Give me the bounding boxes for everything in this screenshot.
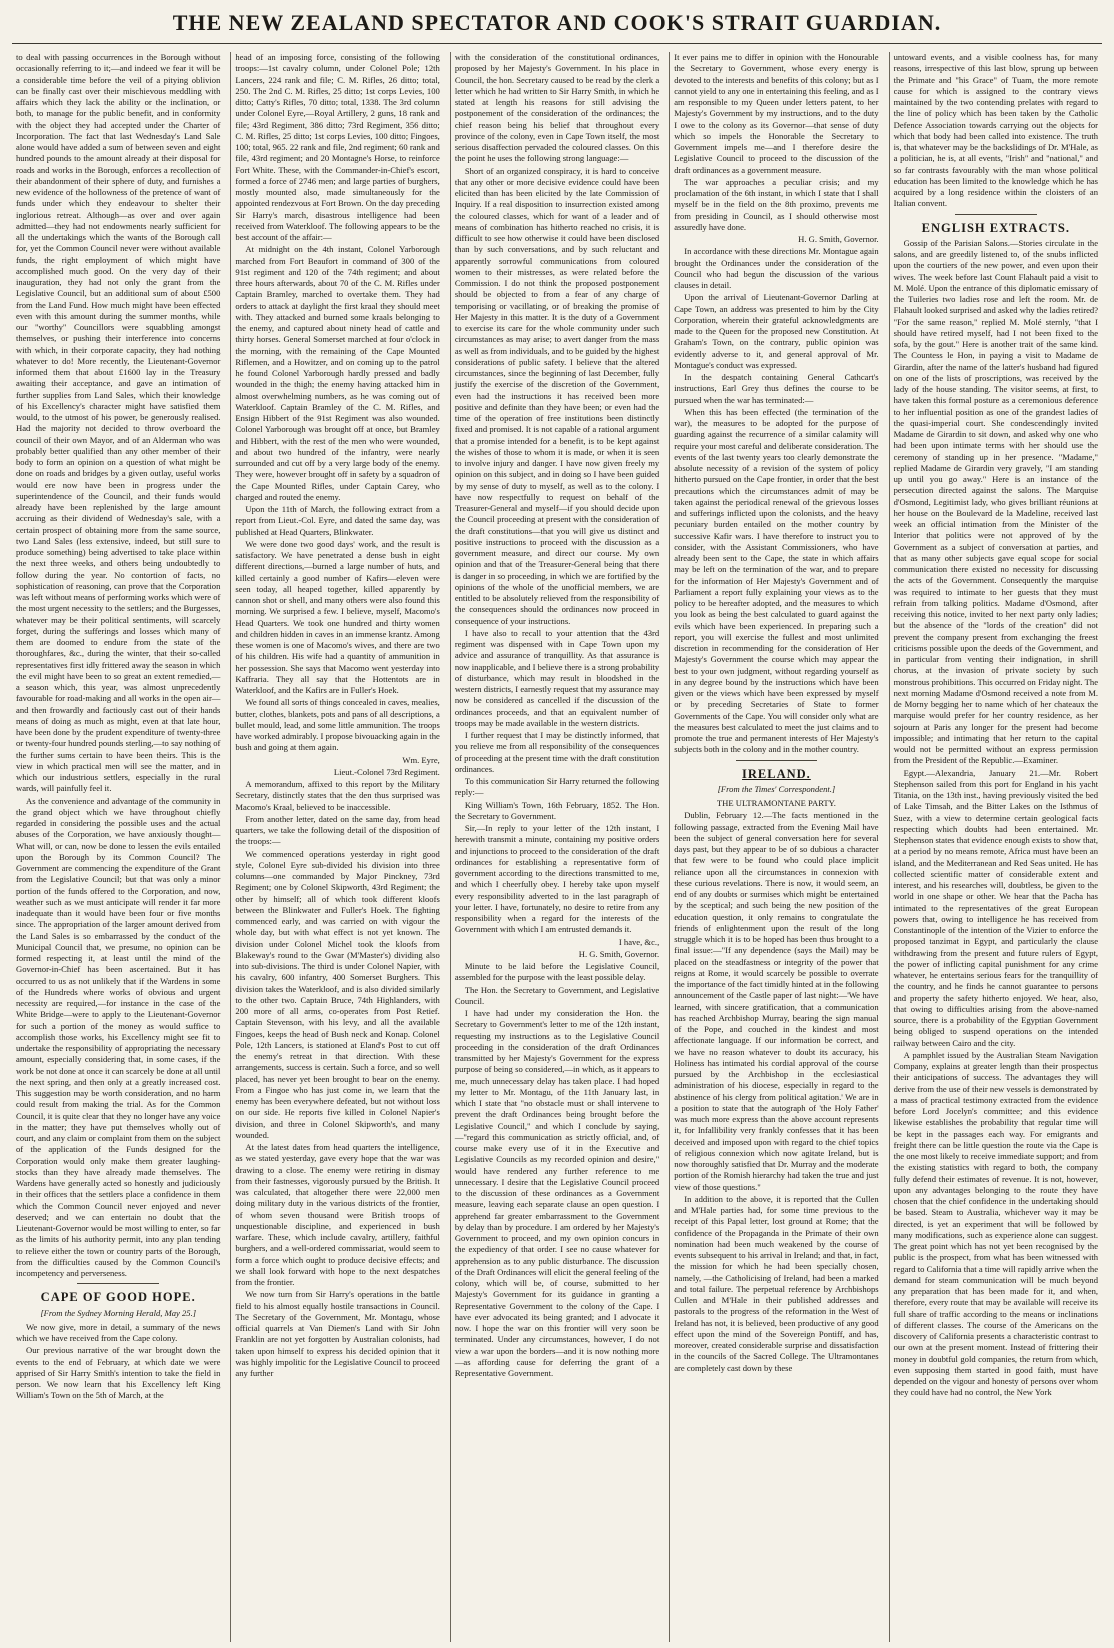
column-2 [230,52,443,1642]
col1-paragraph-3: We now give, more in detail, a summary of the news which we have received from the Cape colony. [16,1321,221,1343]
source-line-times: [From the Times' Correspondent.] [717,783,836,794]
col3-paragraph-4: I further request that I may be distinctly informed, that you relieve me from all responsibility of the consequences of proceeding at the present time with the draft constitution ordinances. [454,730,660,774]
col2-paragraph-7: From another letter, dated on the same day, from head quarters, we take the following detail of the disposition of the troops:— [235,813,440,847]
col4-paragraph-6: When this has been effected (the termination of the war), the measures to be adopted for the purpose of guarding against the recurrence of a similar calamity will require your most careful and deliberate consideration. The events of the last twenty years too clearly demonstrate the absolute necessity of a revision of the system of policy hitherto pursued on the Cape frontier, in order that the best precautions which the circumstances admit of may be taken against the periodical renewal of the grievous losses and sufferings inflicted upon the colonists, and the heavy pecuniary burden entailed on the mother country by successive Kafir wars. I have therefore to instruct you to consider, with the Assistant Commissioners, who have already been sent to the Cape, the state in which affairs may be left on the termination of the war, and to prepare for the information of Her Majesty's Government and of Parliament a report fully explaining your views as to the policy to be hereafter adopted, and the measures to which you look as being the best calculated to guard against the evils which have been experienced. In preparing such a report, you will exercise the fullest and most unlimited discretion in recommending for the consideration of Her Majesty's Government the course which may appear the best to your own judgment, without regarding yourself as in any degree bound by the instructions which have been given or the views which have been expressed by myself or by preceding Secretaries of State to former Governments of the Cape. You will consider only what are the measures best calculated to meet the just claims and to promote the true and permanent interests of Her Majesty's subjects both in the colony and in the mother country. [674,406,879,755]
col3-paragraph-5: To this communication Sir Harry returned the following reply:— [454,776,660,798]
col3-paragraph-7: Sir,—In reply to your letter of the 12th instant, I herewith transmit a minute, containing my positive orders and injunctions to proceed to the consideration of the draft ordinances for establishing a representative form of government according to the directions transmitted to me, and which I cheerfully obey. I hereby take upon myself every responsibility adverted to in the last paragraph of your letter. I have, fortunately, no desire to retire from any responsibility when a regard for the interests of the Government with which I am entrusted demands it. [454,823,660,935]
col2-paragraph-6: A memorandum, affixed to this report by the Military Secretary, distinctly states that the den thus surprised was Macomo's Kraal, believed to be inaccessible. [235,779,440,812]
col3-paragraph-6: King William's Town, 16th February, 1852. The Hon. the Secretary to Government. [454,799,660,821]
heading-english-extracts: ENGLISH EXTRACTS. [921,220,1070,235]
col1-paragraph-1: to deal with passing occurrences in the Borough without occasionally referring to it;—and indeed we fear it will be a considerable time before the veil of a pitying oblivion can be finally cast over their mischievous meddling with affairs which they lack the ability or the inclination, or both, to manage for the public benefit, and in conformity with the object they had accepted under the Charter of Incorporation. The fact that last Wednesday's Land Sale alone would have added a sum of between seven and eight hundred pounds to the amount already at their disposal for roads and works in the Borough, enforces a recollection of their abandonment of their sphere of duty, and furnishes a new evidence of the hollowness of the pretence of want of funds under which they endeavour to shelter their inglorious retreat. Although—as over and over again admitted—they had not endowments nearly sufficient for all the undertakings which the wants of the Borough call for, yet the Common Council never were without available funds, the right employment of which might have accomplished much good. On the very day of their inauguration, they had not only the grant from the Legislative Council, but an additional sum of about £500 from the Land Fund. How much might have been effected even with this amount during the summer months, while our "worthy" Councillors were squabbling amongst themselves, or pushing their interference into concerns with which, in their corporate capacity, they had nothing whatever to do! More recently, the Lieutenant-Governor informed them that about £1600 lay in the Treasury awaiting their acceptance, and gave an intimation of further supplies from Land Sales, which their knowledge of his Excellency's character might have satisfied them would, to the utmost of his power, be generously realised. Had the majority not decided to throw overboard the council of their own Mayor, and of an Alderman who was probably better qualified than any other member of their body to form an opinion on a question of what might be done on roads and bridges by a given outlay, useful works would ere now have been in progress under the superintendence of the Council, and their funds would already have been replenished by the large amount accruing as their dividend of Wednesday's sale, with a certain prospect of obtaining more from the same source, two Land Sales (less extensive, indeed, but still sure to produce something) being advertised to take place within the next three weeks, and others being undoubtedly to follow during the year. No contortion of facts, no sophistication of reasoning, can prove that the Corporation was left without means of performing works which were of the most urgent necessity to the settlers; and the Burgesses, whatever may be their political sentiments, will scarcely forget, during the sufferings and losses which many of them are doomed to endure from the state of the thoroughfares, &c., during the winter, that their so-called representatives first idly frittered away the season in which the evil might have been to so great an extent remedied,—a season which, this year, was almost unprecedently favourable for road-making and all works in the open air—and then frowardly and factiously cast out of their hands means of doing as much as might, even at that late hour, have been done by the prudent expenditure of twenty-three or twenty-four hundred pounds sterling,—to say nothing of the further sums certain to have been theirs. This is the view in which practical men will see the matter, and in which our industrious settlers, especially in the rural wards, will painfully feel it. [16,52,221,794]
column-1 [12,52,224,1642]
col4-paragraph-4: Upon the arrival of Lieutenant-Governor Darling at Cape Town, an address was presented to him by the City Corporation, wherein their grateful acknowledgments are made to the Queen for the proposed new Constitution. At Graham's Town, on the contrary, public opinion was evidently adverse to it, and general approval of Mr. Montague's conduct was expressed. [674,292,879,370]
col4-paragraph-2: The war approaches a peculiar crisis; and my proclamation of the 6th instant, in which I state that I shall myself be in the field on the 8th proximo, prevents me from presiding in Council, as I should otherwise most assuredly have done. [674,176,879,232]
article-columns [12,52,1102,1642]
section-divider [955,214,1037,215]
column-3 [450,52,663,1642]
col4-paragraph-1: It ever pains me to differ in opinion with the Honourable the Secretary to Government, whose every energy is devoted to the interests and benefits of this colony; but as I cannot yield to any one in entertaining this feeling, and as I am responsible to my Queen under letters patent, to her Majesty's Government by my instructions, and to the duty I owe to the colony as its Governor—that sense of duty which so impels the Honorable the Secretary to Government impels me—and I therefore desire the Legislative Council to proceed to the discussion of the draft ordinances as a government measure. [674,52,879,175]
col1-paragraph-2: As the convenience and advantage of the community in the grand object which we have throughout chiefly regarded in considering the possible uses and the actual abuses of the Corporation, we have anxiously thought—What will, or can, now be done to lessen the evils entailed upon the Borough by its Common Council? The Government are commencing the expenditure of the Grant from the Legislative Council; but that was only a minor portion of the funds offered to the Corporation, and now, weather such as we must anticipate will render it far more inadequate than it would have been four or five months since. The appropriation of the larger amount derived from the Land Sales is so embarrassed by the conduct of the Municipal Council that, we presume, no opinion can be formed respecting it, at least until the mind of the Governor-in-Chief has been ascertained. But it has occurred to us as not unlikely that if the Wardens in some of the Hundreds where works of obvious and urgent necessity are required,—for instance in the case of the White Bridge—were to apply to the Lieutenant-Governor for such a portion of the money as would suffice to accomplish those works, his Excellency might see fit to undertake the responsibility of appropriating the necessary amount, especially considering that, in some cases, if the work be not done at once it can scarcely be done at all until the next spring, and then only at a greatly increased cost. This suggestion may be worth consideration, and no harm could result from making the trial. As for the Common Council, it is quite clear that they no longer have any voice in the matter; they have put themselves wholly out of court, and any claim or complaint from them on the subject of the application of the Funds designed for the Corporation would only make them greater laughing-stocks than they have already made themselves. The Wardens have generally acted so honestly and judiciously in their offices that the settlers place a confidence in them which the Common Council never enjoyed and never deserved; and we can entertain no doubt that the Lieutenant-Governor would be most willing to enter, so far as the limits of his authority permit, into any plan tending to relieve either the town or country parts of the Borough, from the difficulties caused by the Common Council's incompetency and perverseness. [16,795,221,1278]
col4-paragraph-8: In addition to the above, it is reported that the Cullen and M'Hale parties had, for some time previous to the receipt of this Papal letter, lost ground at Rome; that the confidence of the Propaganda in the Primate of their own nomination had been much weakened by the course of events subsequent to his arrival in Ireland; and that, in fact, the mission for which he had been specially chosen, namely, —the Catholicising of Ireland, had been a marked and total failure. The perpetual reference by Archbishops Cullen and M'Hale in their published addresses and pastorals to the progress of the reformation in the West of Ireland has not, it is believed, been productive of any good effect upon the mind of the Sovereign Pontiff, and has, moreover, created considerable surprise and dissatisfaction in the councils of the Sacred College. The Ultramontanes are completely cast down by these [674,1193,879,1373]
col2-paragraph-3: Upon the 11th of March, the following extract from a report from Lieut.-Col. Eyre, and dated the same day, was published at Head Quarters, Blinkwater. [235,504,440,537]
heading-cape-of-good-hope: CAPE OF GOOD HOPE. [40,1290,196,1305]
col4-paragraph-5: In the despatch containing General Cathcart's instructions, Earl Grey thus defines the course to be pursued when the war has terminated:— [674,372,879,405]
col2-paragraph-2: At midnight on the 4th instant, Colonel Yarborough marched from Fort Beaufort in command of 300 of the 91st regiment and 120 of the 74th regiment; and about three hours afterwards, about 70 of the C. M. Rifles under Captain Bramley, marched to overtake them. They had orders to attack at daylight the first kraal they should meet with. They attacked and burned some kraals belonging to the enemy, and captured about ninety head of cattle and thirty horses. General Somerset marched at four o'clock in the morning, with the remaining of the Cape Mounted Riflemen, and a Howitzer, and on coming up to the patrol he found Colonel Yarborough hardly pressed and badly wounded in the thigh; the enemy having attacked him in almost overwhelming numbers, as he was coming out of Waterkloof. Captain Bramley of the C. M. Rifles, and Ensign Hibbert of the 91st Regiment was also wounded. Colonel Yarborough was brought off at once, but Bramley and Hibbert, with the rest of the men who were wounded, and about two hundred of the infantry, were nearly surrounded and cut off by a very large body of the enemy. They were, however brought off in safety by a squadron of the Cape Mounted Rifles, under Captain Carey, who charged and routed the enemy. [235,244,440,502]
signature-eyre: Wm. Eyre, [402,754,440,765]
signature-eyre-title: Lieut.-Colonel 73rd Regiment. [333,766,440,777]
col3-paragraph-9: The Hon. the Secretary to Government, and Legislative Council. [454,984,660,1006]
col2-paragraph-4: We were done two good days' work, and the result is satisfactory. We have penetrated a dense bush in eight different directions,—burned a large number of huts, and killed certainly a good number of Kafirs—eleven were seen today, all heaped together, killed apparently by cannon shot or shell, and many others were also found this morning. We surprised a few. I believe, myself, Macomo's Head Quarters. We took one hundred and thirty women and children hidden in caves in an immense krantz. Among these women is one of Macomo's wives, and there are two of his children. His wife had a quantity of ammunition in her possession. She says that Macomo went yesterday into Kaffraria. They all say that the Hottentots are in Waterkloof, and the Kafirs are in Fuller's Hoek. [235,538,440,695]
col1-paragraph-4: Our previous narrative of the war brought down the events to the end of February, at which date we were apprised of Sir Harry Smith's intention to take the field in person. We now learn that his Excellency left King William's Town on the 5th of March, at the [16,1345,221,1401]
col3-paragraph-1: with the consideration of the constitutional ordinances, proposed by her Majesty's Government. In his place in Council, the hon. Secretary caused to be read by the clerk a letter which he had written to Sir Harry Smith, in which he stated at length his reasons for still advising the postponement of the consideration of the ordinances; the chief reason being his belief that throughout every province of the colony, even in Cape Town itself, the most serious disaffection pervaded the coloured classes. On this the point he uses the following strong language:— [454,52,660,164]
col5-paragraph-4: A pamphlet issued by the Australian Steam Navigation Company, explains at greater length than their prospectus their anticipations of success. The advantages they will derive from the use of their new vessels is demonstrated by a mass of practical testimony extracted from the evidence before Lord Jocelyn's committee; and this evidence likewise establishes the probability that regular time will be kept in the passages each way. For emigrants and freight there can be little question the route via the Cape is the one most likely to receive immediate support; and from the existing statistics with regard to both, the company fully defend their estimates of revenue. It is not, however, upon any advantages belonging to the route they have chosen that the chief confidence in the undertaking should be based. Steam to Australia, whichever way it may be directed, is yet an experiment that will be followed by many modifications, such as experience alone can suggest. The great point which has not yet been recognised by the public is the prospect, from what has been witnessed with regard to California that a time will rapidly arrive when the demand for steam communication will be much beyond any preparation that has been made for it, and when, therefore, every route that may be available will receive its full share of traffic according to the means or inclinations of different classes. The course of the Americans on the discovery of California presents a characteristic contrast to our own at the present moment. Instead of frittering their money in doubtful gold companies, the return from which, even supposing them started in good faith, must have depended on the vigour and honesty of persons over whom they could have had no control, the New York [893,1049,1099,1398]
signature-smith-governor: H. G. Smith, Governor. [798,234,879,244]
col5-paragraph-2: Gossip of the Parisian Salons.—Stories circulate in the salons, and are greedily listened to, of the snubs inflicted upon the courtiers of the new power, and even upon their wives. The week before last Count Flahault paid a visit to M. Molé. Upon the entrance of this diplomatic emissary of the Tuileries two ladies rose and left the room. Mr. de Flahault looked surprised and asked why the ladies retired? "For the same reason," replied M. Molé sternly, "that I should have retired myself, had I not been fixed to the sofa, by the gout." Here is another trait of the same kind. The Countess le Hon, in paying a visit to Madame de Girardin, after the name of the latter's husband had figured on one of the lists of proscriptions, was received by the lady of the house standing. The visitor seems, at first, to have taken this formal posture as a ceremonious deference to her influential position as one of the grandest ladies of the quasi-imperial court. She condescendingly invited Madame de Girardin to sit down, and asked why one who had been upon intimate terms with her should use the ceremony of standing up in her presence. "Madame," replied Madame de Girardin very gravely, "I am standing up until you go away." Here is an instance of the persecution directed against the salons. The Marquise d'Osmond, Legitimist lady, who gives brilliant réunions at her house on the Boulevard de la Madeline, received last week an official intimation from the Minister of the Interior that politics were not approved of by the Government as a subject of conversation at parties, and that as many other subjects gave equal scope for social communication there existed no necessity for discussing the acts of the Government. Consequently the marquise was required to intimate to her guests that they must refrain from talking politics. Madame d'Osmond, after receiving this notice, invited to her next party only ladies; but the absence of the "lords of the creation" did not prevent the company present from exchanging the freest criticisms possible upon the deeds of the Government, and in particular from venting their indignation, in shrill chorus, at the invasion of private society by such monstrous prohibitions. This occurred on Friday night. The next morning Madame d'Osmond received a note from M. de Morny begging her to name which of her chateaux the marquise would prefer for her country residence, as her sojourn at Paris any longer for the present had become impossible; and intimating that her return to the capital would not be permitted without an express permission from the President of the Republic.—Examiner. [893,237,1099,766]
col5-paragraph-3: Egypt.—Alexandria, January 21.—Mr. Robert Stephenson sailed from this port for England in his yacht Titania, on the 13th inst., having previously visited the bed of Lake Timsah, and the Bitter Lakes on the Isthmus of Suez, with a view to determine certain geological facts respecting which doubts had been entertained. Mr. Stephenson states that evidence enough exists to show that, at a period by no means remote, Africa must have been an island, and the Mediterranean and Red Seas united. He has collected scientific matter of considerable extent and interest, and his researches will, doubtless, be given to the world in one shape or other. We hear that the Pacha has intimated to the representatives of the great European powers that, owing to intelligence he has received from Constantinople of the intention of the Vizier to enforce the proposed tanzimat in Egypt, and particularly the clause withdrawing from the present and future rulers of Egypt, the power of inflicting capital punishment for any crime whatever, he entertains serious fears for the tranquillity of the country, and he finds he cannot guarantee to persons and property the safety hitherto enjoyed. We hear, also, that owing to difficulties arising from the above-named source, there is a probability of the Egyptian Government being obliged to suspend operations on the intended railway between Cairo and the city. [893,767,1099,1048]
masthead [12,4,1102,44]
newspaper-title: THE NEW ZEALAND SPECTATOR AND COOK'S STRAIT GUARDIAN. [172,10,942,35]
col4-paragraph-7: Dublin, February 12.—The facts mentioned in the following passage, extracted from the Evening Mail have been the subject of general conversation here for several days past, but they appear to be of so dubious a character that few were to be found who could place implicit reliance upon all the circumstances in connexion with these curious revelations. There is now, it would seem, an end of any doubts or surmises which might be entertained by the sceptical; and such being the new position of the education question, it only remains to congratulate the friends of enlightenment upon the result of the long struggle which it is to be hoped has been thus brought to a final issue:—"If any dependence (says the Mail) may be placed on the steadfastness or integrity of the power that reigns at Rome, it would scarcely be possible to overrate the importance of the fact timidly hinted at in the following announcement of the Castle paper of last night:—'We have learned, with sincere gratification, that a communication has reached Archbishop Murray, bearing the sign manual of the Pope, and couched in the kindest and most affectionate language. If our information be correct, and we have no reason whatever to doubt its accuracy, his Holiness has intimated his cordial approval of the course pursued by the Archbishop in the ecclesiastical administration of his diocese, especially in regard to the abstinence of his clergy from political agitation.' We are in a position to state that the autograph of 'the Holy Father' was much more express than the above account represents it, for Infallibility very frankly confesses that it has been deceived and imposed upon with regard to the chief topics of religious connexion which now agitate Ireland, but is now thoroughly satisfied that Dr. Murray and the moderate portion of the Romish hierarchy had taken the true and just view of those questions." [674,810,879,1192]
column-5 [889,52,1102,1642]
col2-paragraph-10: We now turn from Sir Harry's operations in the battle field to his almost equally hostile transactions in Council. The Secretary of the Government, Mr. Montagu, whose official quarrels at Van Diemen's Land with Sir John Franklin are not yet forgotten by Australian colonists, had taken upon himself to express his decided opinion that it was highly impolitic for the Legislative Council to proceed any further [235,1289,440,1378]
section-divider [736,760,818,761]
col3-paragraph-8: Minute to be laid before the Legislative Council, assembled for the purpose with the least possible delay. [454,961,660,983]
signature-smith: H. G. Smith, Governor. [578,948,660,959]
section-divider [77,1283,159,1284]
heading-ireland: IRELAND. [742,766,811,781]
col5-paragraph-1: untoward events, and a visible coolness has, for many reasons, irrespective of this last blow, sprung up between the Primate and "his Grace" of Tuam, the more remote cause for which is assigned to the contrary views maintained by the two contending prelates with regard to the line of policy which has been taken by the Catholic Defence Association towards carrying out the objects for which that body had been called into existence. The truth is, that whatever may be the backslidings of Dr. M'Hale, as a politician, he is, at all events, "Irish" and "national," and so far contrasts favourably with the man whose political education has been limited to the knowledge which he has acquired by a long residence within the cloisters of an Italian convent. [893,52,1099,209]
col3-paragraph-10: I have had under my consideration the Hon. the Secretary to Government's letter to me of the 12th instant, requesting my instructions as to the Legislative Council proceeding in the consideration of the draft Ordinances transmitted by her Majesty's Government for the express purpose of being so considered,—in which, as it appears to me, much unnecessary delay has taken place. I had hoped my letter to Mr. Montagu, of the 11th January last, in which I state that "no obstacle must or shall intervene to prevent the draft Ordinances being brought before the Legislative Council," and which I conclude by saying,—"regard this communication as strictly official, and, of course make every use of it in the Executive and Legislative Councils as my recorded opinion and desire," would have rendered any further reference to me unnecessary. I desire that the Legislative Council proceed to the discussion of these ordinances as a Government measure, leaving each separate clause an open question. I apprehend far greater embarrassment to the Government by delay than by procedure. I am ordered by her Majesty's Government to proceed, and my own opinion concurs in the expediency of that order. I see no cause whatever for apprehension as to any public disturbance. The discussion of the Draft Ordinances will elicit the general feeling of the colony, which will be, of course, submitted to her Majesty's Government for its guidance in granting a Representative Government to the colony of the Cape. I have ever advocated its being granted; and I advocate it now. I hope the war on this frontier will very soon be terminated. Under any circumstances, however, I do not view a war upon the borders—and it is now nothing more—as affording cause for deferring the grant of a Representative Government. [454,1008,660,1378]
source-line-sydney-herald: [From the Sydney Morning Herald, May 25.] [40,1307,197,1318]
col4-paragraph-3: In accordance with these directions Mr. Montague again brought the Ordinances under the consideration of the Council who had begun the discussion of the various clauses in detail. [674,246,879,290]
col2-paragraph-8: We commenced operations yesterday in right good style, Colonel Eyre sub-divided his division into three columns—one commanded by Major Pinckney, 73rd Regiment; one by Colonel Skipworth, 43rd Regiment; the other by himself; all of which took different kloofs between the Blinkwater and Fuller's Hoek. The fighting commenced early, and was carried on with vigour the whole day, but with what effect is not yet known. The division under Colonel Michel took the kloofs from Blakeway's round to the Gwar (M'Master's) dividing also into sub-divisions. The third is under Colonel Napier, with his cavalry, 600 infantry, 400 Somerset Burghers. This division takes the Waterkloof, and is also divided similarly to the other two. Captain Bruce, 74th Highlanders, with 200 more of all arms, co-operates from Post Retief. Captain Stevenson, with his levy, and all the available Fingoes, keeps the head of Bush neck and Konap. Colonel Pole, 12th Lancers, is stationed at Eland's Post to cut off the enemy's retreat in that direction. With these arrangements, success is certain. Such a force, and so well placed, has never yet been brought to bear on the enemy. From a Fingoe who has just come in, we learn that the enemy has been everywhere defeated, but not without loss on our side. He reports five killed in Colonel Napier's division, and three in Colonel Skipworth's, and many wounded. [235,848,440,1140]
column-4 [669,52,882,1642]
col3-paragraph-2: Short of an organized conspiracy, it is hard to conceive that any other or more decisive evidence could have been elicited than has been elicited by the late Commission of Inquiry. If a real disposition to insurrection existed among the coloured classes, which for want of a leader and of means of combination has hitherto reached no crisis, it is difficult to see how otherwise it could have been disclosed than by such conversations, and by such reluctant and apparently sorrowful communications from coloured women to their mistresses, as were related before the Commission. I do not think the proposed postponement should be objected to from a fear of any charge of temporising or vacillating, or of breaking the promise of Her Majesty in this matter. It is the duty of a Government to exercise its care for the whole community under such circumstances as may arise; to avert danger from the mass as well as from individuals, and to be guided by the highest considerations of public safety. I believe that the altered circumstances, since the beginning of last December, fully justify the exercise of the discretion of the Government, even had the instructions it has received been more positive and definite than they have been; or even had the time of the operation of free institutions been distinctly fixed and promised. It is not capable of a rational argument that a promise intended for a benefit, is to be kept against the wishes of those to whom it is made, or when it is seen to involve injury and danger. I have now given freely my opinion on this subject, and in doing so I have been guided by my sense of duty to myself, as well as to the colony. I have now respectfully to request on behalf of the Treasurer-General and myself—if you should decide upon the Council proceeding at present with the consideration of the draft constitutions—that you will give us distinct and positive instructions to proceed with the discussion as a government measure, and direct our course. My own opinion and that of the Treasurer-General being that there is danger in so proceeding, in which we are fortified by the opinions of the whole of the unofficial members, we are entitled to be absolutely relieved from the responsibility of the consequences should the ordinances now proceed in consequence of your instructions. [454,165,660,626]
col2-paragraph-9: At the latest dates from head quarters the intelligence, as we stated yesterday, gave every hope that the war was drawing to a close. The enemy were retiring in dismay from their fastnesses, vigorously pursued by the British. It was calculated, that altogether there were 22,000 men doing military duty in the various districts of the frontier, of whom seven thousand were British troops of unquestionable discipline, and experienced in bush warfare. These, which include cavalry, artillery, faithful burghers, and a well-ordered commissariat, would seem to form a force which ought to produce decisive effects; and we shall look forward with hope to the next despatches from the frontier. [235,1142,440,1287]
col2-paragraph-1: head of an imposing force, consisting of the following troops:—1st cavalry column, under Colonel Pole; 12th Lancers, 224 rank and file; C. M. Rifles, 26 ditto; total, 250. The 2nd C. M. Rifles, 25 ditto; 1st corps Levies, 100 ditto; Catty's Rifles, 70 ditto; total, 1338. The 3rd column under Colonel Eyre,—Royal Artillery, 2 guns, 18 rank and file; 43rd Regiment, 386 ditto; 73rd Regiment, 356 ditto; C. M. Rifles, 25 ditto; 1st corps Levies, 100 ditto; Fingoes, 100; total, 965. 22 rank and file, 2nd regiment; 60 rank and file, 43rd regiment; and 20 Montagne's Horse, to reinforce Fort White. These, with the Commander-in-Chief's escort, formed a force of 2746 men; and large parties of burghers, mostly mounted also, made simultaneously for the appointed rendezvous at Fort Brown. On the day preceding Sir Harry's march, disastrous intelligence had been received from Waterkloof. The following appears to be the best account of the affair:— [235,52,440,242]
col3-paragraph-3: I have also to recall to your attention that the 43rd regiment was dispensed with in Cape Town upon my advice and assurance of tranquillity. As that assurance is now inapplicable, and I believe there is a strong probability of disturbance, which may result in bloodshed in the western districts, I earnestly request that my assurance may now be considered as cancelled if the discussion of the ordinances proceeds, and that an equivalent number of troops may be made available in the western districts. [454,627,660,728]
subheading-ultramontane: THE ULTRAMONTANE PARTY. [716,798,836,808]
col2-paragraph-5: We found all sorts of things concealed in caves, mealies, butter, clothes, blankets, pots and pans of all descriptions, a bullet mould, lead, and some little ammunition. The troops have worked admirably. I propose bivouacking again in the bush and going at them again. [235,697,440,753]
signature-have-etc: I have, &c., [618,936,660,947]
